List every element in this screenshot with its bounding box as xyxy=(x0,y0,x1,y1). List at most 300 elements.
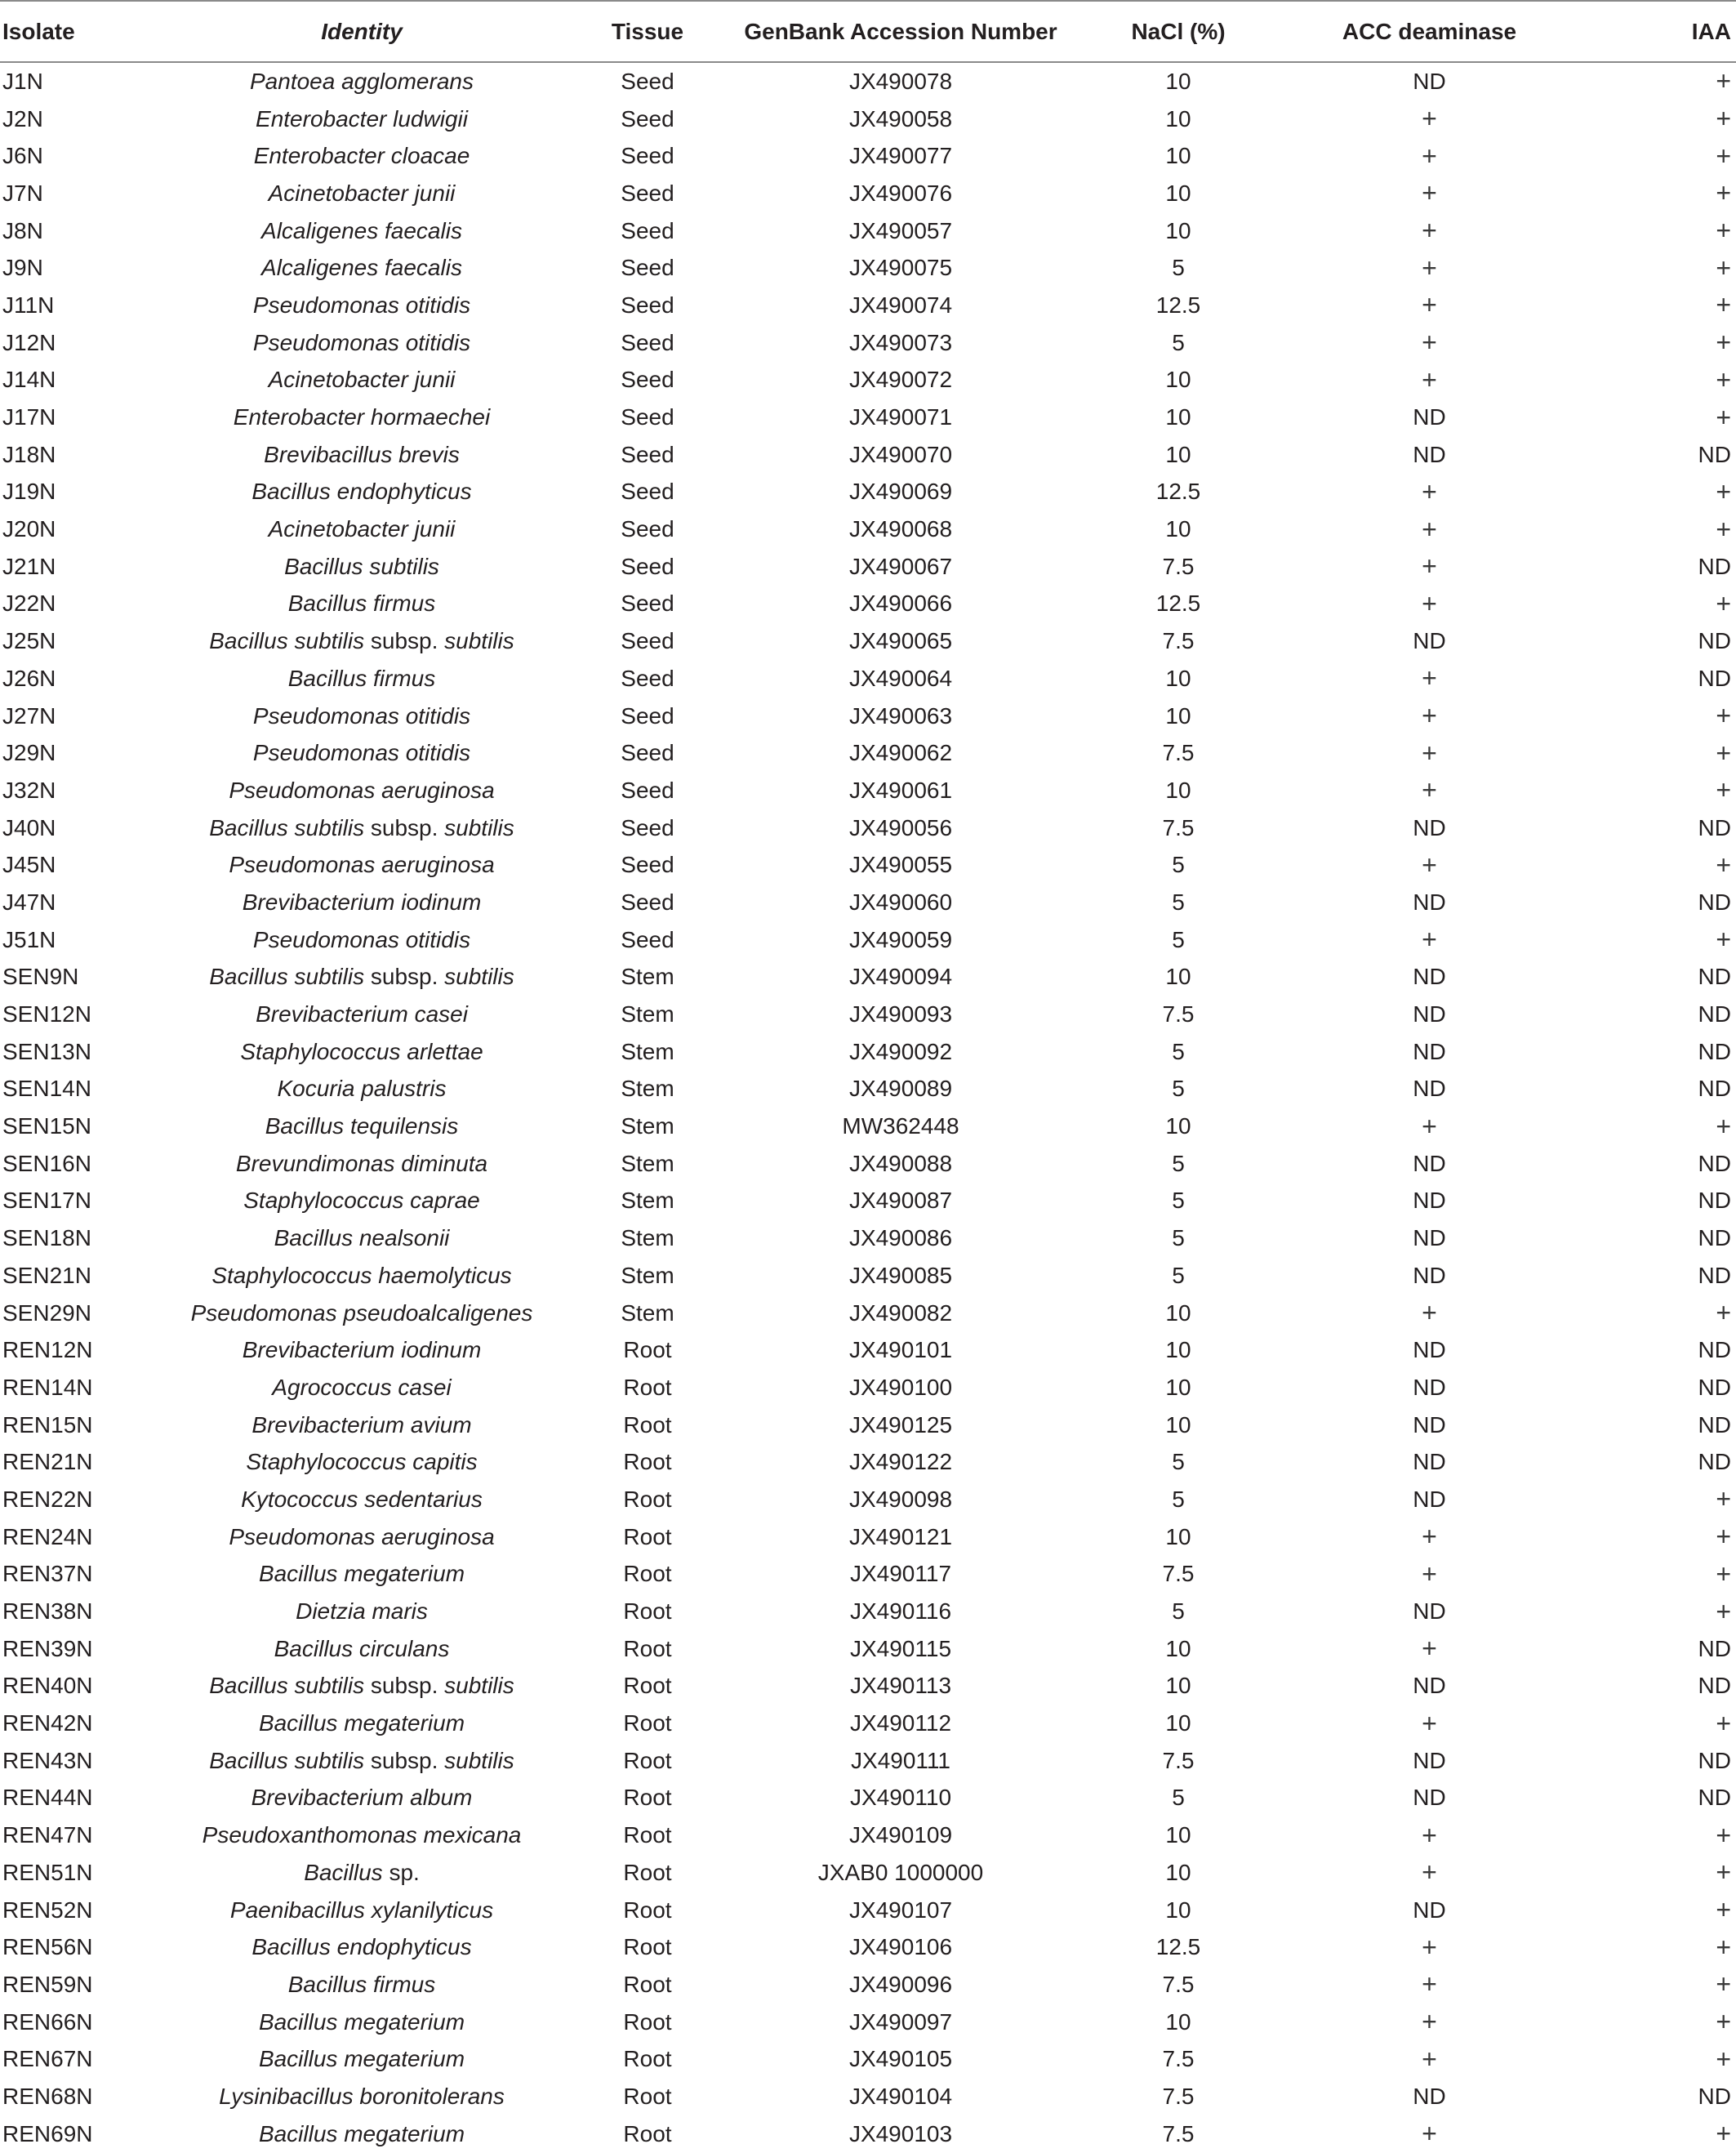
table-row xyxy=(0,175,1736,212)
header-row xyxy=(0,1,1736,62)
cell-tissue: Seed xyxy=(621,516,674,542)
cell-isolate: J9N xyxy=(2,255,43,281)
cell-genbank-accession: JX490092 xyxy=(848,1038,953,1064)
cell-genbank-accession: JX490073 xyxy=(848,329,953,355)
identity-species: Bacillus megaterium xyxy=(258,2120,465,2146)
cell-identity xyxy=(166,137,558,175)
cell-acc-deaminase: ND xyxy=(1413,1225,1446,1251)
cell-isolate: J12N xyxy=(2,329,56,355)
cell-tissue: Root xyxy=(623,1747,672,1773)
cell-nacl: 10 xyxy=(1165,404,1191,430)
cell-iaa: + xyxy=(1716,104,1731,134)
cell-nacl: 5 xyxy=(1172,1038,1185,1064)
cell-identity xyxy=(166,660,558,698)
cell-identity xyxy=(166,1071,558,1108)
cell-nacl: 5 xyxy=(1172,1225,1185,1251)
cell-isolate: SEN15N xyxy=(2,1113,91,1139)
cell-iaa: + xyxy=(1716,1932,1731,1962)
cell-iaa: + xyxy=(1716,1708,1731,1738)
cell-genbank-accession: JX490057 xyxy=(848,217,953,243)
cell-identity xyxy=(166,510,558,548)
cell-identity xyxy=(166,175,558,212)
identity-species: Brevibacterium iodinum xyxy=(242,1337,482,1363)
cell-tissue: Seed xyxy=(621,852,674,878)
cell-identity xyxy=(166,100,558,138)
cell-tissue: Seed xyxy=(621,329,674,355)
cell-isolate: REN51N xyxy=(2,1859,93,1885)
cell-nacl: 10 xyxy=(1165,2008,1191,2035)
cell-acc-deaminase: ND xyxy=(1413,1411,1446,1438)
cell-acc-deaminase: ND xyxy=(1413,1374,1446,1400)
cell-acc-deaminase: + xyxy=(1422,2044,1437,2074)
cell-acc-deaminase: + xyxy=(1422,1111,1437,1141)
cell-tissue: Seed xyxy=(621,665,674,691)
table-row xyxy=(0,1295,1736,1332)
cell-iaa: ND xyxy=(1698,964,1731,990)
cell-tissue: Root xyxy=(623,2083,672,2109)
cell-nacl: 10 xyxy=(1165,180,1191,206)
cell-nacl: 5 xyxy=(1172,255,1185,281)
table-row xyxy=(0,1854,1736,1892)
header-nacl: NaCl (%) xyxy=(1064,1,1293,62)
cell-tissue: Seed xyxy=(621,217,674,243)
cell-identity xyxy=(166,1331,558,1369)
cell-tissue: Stem xyxy=(621,1262,674,1288)
cell-tissue: Stem xyxy=(621,1113,674,1139)
cell-nacl: 5 xyxy=(1172,329,1185,355)
cell-nacl: 10 xyxy=(1165,702,1191,729)
cell-isolate: REN69N xyxy=(2,2120,93,2146)
cell-tissue: Root xyxy=(623,1971,672,1997)
identity-species: Pseudoxanthomonas mexicana xyxy=(202,1822,522,1848)
cell-iaa: + xyxy=(1716,402,1731,432)
identity-species: Alcaligenes faecalis xyxy=(261,217,462,243)
cell-identity xyxy=(166,1556,558,1594)
cell-acc-deaminase: ND xyxy=(1413,1076,1446,1102)
cell-isolate: J32N xyxy=(2,777,56,803)
cell-isolate: SEN14N xyxy=(2,1076,91,1102)
cell-genbank-accession: JX490077 xyxy=(848,143,953,169)
cell-isolate: REN37N xyxy=(2,1561,93,1587)
cell-genbank-accession: JX490074 xyxy=(848,292,953,318)
cell-identity xyxy=(166,2040,558,2078)
cell-nacl: 10 xyxy=(1165,1337,1191,1363)
cell-tissue: Stem xyxy=(621,964,674,990)
identity-subspecies: subtilis xyxy=(444,628,514,654)
table-row xyxy=(0,548,1736,586)
cell-acc-deaminase: + xyxy=(1422,588,1437,618)
identity-species: Pseudomonas aeruginosa xyxy=(229,1523,495,1549)
table-row xyxy=(0,1406,1736,1444)
cell-nacl: 7.5 xyxy=(1162,2083,1195,2109)
cell-identity xyxy=(166,62,558,100)
cell-identity xyxy=(166,809,558,847)
table-row xyxy=(0,324,1736,362)
table-row xyxy=(0,1481,1736,1518)
cell-isolate: REN47N xyxy=(2,1822,93,1848)
cell-tissue: Root xyxy=(623,1635,672,1661)
identity-species: Dietzia maris xyxy=(296,1598,428,1625)
cell-identity xyxy=(166,212,558,250)
cell-identity xyxy=(166,2078,558,2115)
cell-genbank-accession: JX490107 xyxy=(848,1897,953,1923)
cell-isolate: J7N xyxy=(2,180,43,206)
cell-genbank-accession: JX490112 xyxy=(849,1710,952,1736)
cell-isolate: REN42N xyxy=(2,1710,93,1736)
cell-nacl: 7.5 xyxy=(1162,1001,1195,1027)
cell-acc-deaminase: + xyxy=(1422,1634,1437,1664)
table-row xyxy=(0,510,1736,548)
identity-species: Bacillus megaterium xyxy=(258,1561,465,1587)
cell-identity xyxy=(166,249,558,287)
table-row xyxy=(0,846,1736,884)
cell-iaa: + xyxy=(1716,925,1731,955)
cell-identity xyxy=(166,1219,558,1257)
cell-isolate: SEN21N xyxy=(2,1262,91,1288)
cell-isolate: REN39N xyxy=(2,1635,93,1661)
cell-identity xyxy=(166,1295,558,1332)
cell-iaa: ND xyxy=(1698,1076,1731,1102)
table-header xyxy=(0,1,1736,62)
cell-nacl: 5 xyxy=(1172,1486,1185,1512)
cell-isolate: SEN9N xyxy=(2,964,79,990)
table-row xyxy=(0,698,1736,735)
cell-nacl: 12.5 xyxy=(1155,479,1201,505)
cell-genbank-accession: JX490111 xyxy=(851,1747,950,1773)
cell-identity xyxy=(166,698,558,735)
table-row xyxy=(0,287,1736,324)
table-row xyxy=(0,959,1736,996)
cell-iaa: + xyxy=(1716,775,1731,805)
cell-genbank-accession: JX490105 xyxy=(848,2046,953,2072)
cell-iaa: ND xyxy=(1698,1635,1731,1661)
cell-iaa: + xyxy=(1716,364,1731,394)
table-row xyxy=(0,734,1736,772)
cell-isolate: J11N xyxy=(2,292,55,318)
cell-identity xyxy=(166,996,558,1033)
cell-isolate: REN24N xyxy=(2,1523,93,1549)
cell-genbank-accession: JX490064 xyxy=(848,665,953,691)
cell-iaa: ND xyxy=(1698,1225,1731,1251)
cell-identity xyxy=(166,1742,558,1780)
cell-iaa: + xyxy=(1716,1596,1731,1626)
cell-acc-deaminase: + xyxy=(1422,2119,1437,2149)
identity-species: Bacillus circulans xyxy=(274,1635,450,1661)
cell-tissue: Stem xyxy=(621,1038,674,1064)
cell-tissue: Seed xyxy=(621,367,674,393)
identity-species: Bacillus subtilis xyxy=(209,1673,365,1699)
cell-genbank-accession: JX490072 xyxy=(848,367,953,393)
cell-genbank-accession: MW362448 xyxy=(842,1113,959,1139)
identity-species: Bacillus subtilis xyxy=(284,553,439,579)
cell-identity xyxy=(166,1630,558,1668)
identity-species: Pseudomonas pseudoalcaligenes xyxy=(190,1299,533,1326)
table-body xyxy=(0,62,1736,2153)
cell-identity xyxy=(166,622,558,660)
cell-isolate: J17N xyxy=(2,404,56,430)
cell-iaa: ND xyxy=(1698,1374,1731,1400)
identity-species: Staphylococcus haemolyticus xyxy=(211,1262,512,1288)
cell-identity xyxy=(166,1928,558,1966)
cell-iaa: ND xyxy=(1698,628,1731,654)
cell-acc-deaminase: + xyxy=(1422,328,1437,358)
cell-genbank-accession: JXAB0 1000000 xyxy=(817,1859,984,1885)
cell-acc-deaminase: ND xyxy=(1413,889,1446,915)
cell-isolate: REN44N xyxy=(2,1785,93,1811)
table-row xyxy=(0,921,1736,959)
cell-nacl: 5 xyxy=(1172,1598,1185,1625)
cell-acc-deaminase: + xyxy=(1422,216,1437,246)
identity-qualifier: subsp. xyxy=(364,964,445,990)
cell-identity xyxy=(166,1406,558,1444)
cell-isolate: REN43N xyxy=(2,1747,93,1773)
identity-species: Bacillus firmus xyxy=(287,665,436,691)
cell-isolate: REN12N xyxy=(2,1337,93,1363)
cell-acc-deaminase: + xyxy=(1422,1558,1437,1589)
identity-species: Enterobacter cloacae xyxy=(253,143,470,169)
cell-genbank-accession: JX490062 xyxy=(848,740,953,766)
cell-isolate: REN56N xyxy=(2,1934,93,1960)
cell-iaa: ND xyxy=(1698,441,1731,467)
cell-isolate: J45N xyxy=(2,852,56,878)
cell-isolate: SEN13N xyxy=(2,1038,91,1064)
cell-acc-deaminase: + xyxy=(1422,252,1437,283)
table-row xyxy=(0,1443,1736,1481)
cell-genbank-accession: JX490085 xyxy=(848,1262,953,1288)
cell-isolate: J20N xyxy=(2,516,56,542)
cell-isolate: J26N xyxy=(2,665,56,691)
cell-iaa: + xyxy=(1716,1820,1731,1850)
cell-identity xyxy=(166,1481,558,1518)
cell-identity xyxy=(166,474,558,511)
cell-identity xyxy=(166,399,558,436)
cell-acc-deaminase: ND xyxy=(1413,1337,1446,1363)
cell-iaa: + xyxy=(1716,1969,1731,1999)
identity-species: Bacillus megaterium xyxy=(258,1710,465,1736)
cell-nacl: 7.5 xyxy=(1162,2046,1195,2072)
identity-species: Brevibacterium casei xyxy=(256,1001,468,1027)
cell-identity xyxy=(166,324,558,362)
identity-species: Lysinibacillus boronitolerans xyxy=(219,2083,505,2109)
identity-qualifier: subsp. xyxy=(364,1747,445,1773)
cell-iaa: ND xyxy=(1698,1747,1731,1773)
cell-acc-deaminase: ND xyxy=(1413,1188,1446,1214)
cell-nacl: 5 xyxy=(1172,926,1185,952)
cell-acc-deaminase: + xyxy=(1422,663,1437,693)
cell-iaa: + xyxy=(1716,328,1731,358)
cell-identity xyxy=(166,734,558,772)
cell-identity xyxy=(166,1668,558,1705)
identity-species: Bacillus tequilensis xyxy=(265,1113,459,1139)
cell-identity xyxy=(166,772,558,809)
cell-genbank-accession: JX490061 xyxy=(848,777,953,803)
cell-tissue: Root xyxy=(623,1337,672,1363)
identity-qualifier: sp. xyxy=(382,1859,420,1885)
cell-iaa: ND xyxy=(1698,1262,1731,1288)
cell-genbank-accession: JX490078 xyxy=(848,68,953,94)
cell-nacl: 10 xyxy=(1165,1523,1191,1549)
identity-species: Bacillus endophyticus xyxy=(251,479,472,505)
cell-acc-deaminase: + xyxy=(1422,178,1437,208)
cell-genbank-accession: JX490075 xyxy=(848,255,953,281)
cell-isolate: J40N xyxy=(2,814,56,840)
cell-genbank-accession: JX490094 xyxy=(848,964,953,990)
table-row xyxy=(0,772,1736,809)
cell-acc-deaminase: + xyxy=(1422,701,1437,731)
cell-isolate: REN38N xyxy=(2,1598,93,1625)
cell-isolate: SEN12N xyxy=(2,1001,91,1027)
cell-tissue: Root xyxy=(623,1374,672,1400)
cell-identity xyxy=(166,586,558,623)
table-row xyxy=(0,1331,1736,1369)
cell-acc-deaminase: + xyxy=(1422,551,1437,582)
cell-acc-deaminase: ND xyxy=(1413,441,1446,467)
cell-identity xyxy=(166,1108,558,1145)
cell-acc-deaminase: ND xyxy=(1413,1262,1446,1288)
cell-identity xyxy=(166,1183,558,1220)
cell-iaa: + xyxy=(1716,1298,1731,1328)
table-row xyxy=(0,884,1736,921)
table-row xyxy=(0,1780,1736,1817)
table-row xyxy=(0,362,1736,399)
identity-species: Bacillus subtilis xyxy=(209,964,365,990)
cell-iaa: ND xyxy=(1698,1411,1731,1438)
cell-nacl: 7.5 xyxy=(1162,740,1195,766)
identity-qualifier: subsp. xyxy=(364,628,445,654)
cell-iaa: + xyxy=(1716,1111,1731,1141)
cell-nacl: 7.5 xyxy=(1162,553,1195,579)
cell-iaa: + xyxy=(1716,178,1731,208)
table-row xyxy=(0,586,1736,623)
table-row xyxy=(0,1892,1736,1929)
cell-isolate: REN68N xyxy=(2,2083,93,2109)
cell-iaa: + xyxy=(1716,216,1731,246)
cell-nacl: 10 xyxy=(1165,1411,1191,1438)
cell-identity xyxy=(166,921,558,959)
identity-species: Staphylococcus caprae xyxy=(243,1188,480,1214)
cell-iaa: + xyxy=(1716,1558,1731,1589)
identity-species: Brevibacterium album xyxy=(251,1785,473,1811)
table-row xyxy=(0,1556,1736,1594)
identity-subspecies: subtilis xyxy=(444,1747,514,1773)
cell-iaa: + xyxy=(1716,588,1731,618)
header-acc-deaminase: ACC deaminase xyxy=(1293,1,1566,62)
cell-tissue: Root xyxy=(623,1486,672,1512)
cell-isolate: REN52N xyxy=(2,1897,93,1923)
cell-acc-deaminase: ND xyxy=(1413,1449,1446,1475)
cell-acc-deaminase: ND xyxy=(1413,628,1446,654)
identity-species: Enterobacter hormaechei xyxy=(233,404,491,430)
cell-nacl: 5 xyxy=(1172,889,1185,915)
table-row xyxy=(0,1257,1736,1295)
cell-acc-deaminase: ND xyxy=(1413,1673,1446,1699)
cell-acc-deaminase: + xyxy=(1422,1298,1437,1328)
identity-species: Kocuria palustris xyxy=(277,1076,447,1102)
cell-iaa: ND xyxy=(1698,553,1731,579)
table-row xyxy=(0,62,1736,100)
cell-acc-deaminase: ND xyxy=(1413,1486,1446,1512)
cell-genbank-accession: JX490069 xyxy=(848,479,953,505)
cell-nacl: 5 xyxy=(1172,1449,1185,1475)
identity-qualifier: subsp. xyxy=(364,1673,445,1699)
identity-species: Agrococcus casei xyxy=(272,1374,452,1400)
cell-isolate: J19N xyxy=(2,479,56,505)
cell-nacl: 10 xyxy=(1165,1710,1191,1736)
identity-species: Bacillus firmus xyxy=(287,591,436,617)
table-row xyxy=(0,1816,1736,1854)
cell-tissue: Stem xyxy=(621,1225,674,1251)
cell-acc-deaminase: ND xyxy=(1413,68,1446,94)
cell-acc-deaminase: + xyxy=(1422,849,1437,880)
cell-tissue: Seed xyxy=(621,814,674,840)
identity-species: Bacillus firmus xyxy=(287,1971,436,1997)
cell-acc-deaminase: + xyxy=(1422,775,1437,805)
cell-acc-deaminase: + xyxy=(1422,925,1437,955)
cell-acc-deaminase: ND xyxy=(1413,964,1446,990)
identity-species: Brevibacterium avium xyxy=(251,1411,472,1438)
cell-tissue: Root xyxy=(623,2120,672,2146)
cell-acc-deaminase: + xyxy=(1422,1932,1437,1962)
cell-acc-deaminase: + xyxy=(1422,1522,1437,1552)
cell-acc-deaminase: + xyxy=(1422,1969,1437,1999)
cell-iaa: + xyxy=(1716,2044,1731,2074)
cell-iaa: + xyxy=(1716,701,1731,731)
cell-iaa: ND xyxy=(1698,1001,1731,1027)
cell-identity xyxy=(166,1892,558,1929)
cell-isolate: REN67N xyxy=(2,2046,93,2072)
cell-genbank-accession: JX490058 xyxy=(848,105,953,131)
cell-iaa: + xyxy=(1716,514,1731,544)
cell-genbank-accession: JX490071 xyxy=(848,404,953,430)
cell-genbank-accession: JX490065 xyxy=(848,628,953,654)
cell-isolate: J27N xyxy=(2,702,56,729)
header-iaa: IAA xyxy=(1566,1,1736,62)
table-row xyxy=(0,474,1736,511)
cell-genbank-accession: JX490110 xyxy=(849,1785,952,1811)
cell-identity xyxy=(166,1705,558,1742)
cell-isolate: J51N xyxy=(2,926,56,952)
cell-tissue: Seed xyxy=(621,68,674,94)
cell-nacl: 10 xyxy=(1165,1859,1191,1885)
cell-iaa: + xyxy=(1716,1857,1731,1888)
cell-genbank-accession: JX490096 xyxy=(848,1971,953,1997)
cell-tissue: Root xyxy=(623,1523,672,1549)
cell-iaa: ND xyxy=(1698,814,1731,840)
cell-genbank-accession: JX490106 xyxy=(848,1934,953,1960)
identity-species: Pseudomonas otitidis xyxy=(252,740,471,766)
cell-acc-deaminase: ND xyxy=(1413,1785,1446,1811)
cell-tissue: Seed xyxy=(621,591,674,617)
cell-tissue: Stem xyxy=(621,1150,674,1176)
cell-tissue: Seed xyxy=(621,143,674,169)
cell-acc-deaminase: ND xyxy=(1413,1598,1446,1625)
cell-genbank-accession: JX490098 xyxy=(848,1486,953,1512)
cell-genbank-accession: JX490093 xyxy=(848,1001,953,1027)
cell-acc-deaminase: + xyxy=(1422,364,1437,394)
cell-iaa: ND xyxy=(1698,1449,1731,1475)
cell-genbank-accession: JX490068 xyxy=(848,516,953,542)
cell-identity xyxy=(166,1033,558,1071)
cell-identity xyxy=(166,1780,558,1817)
identity-species: Brevibacterium iodinum xyxy=(242,889,482,915)
cell-identity xyxy=(166,2004,558,2041)
cell-nacl: 10 xyxy=(1165,367,1191,393)
table-row xyxy=(0,1705,1736,1742)
cell-genbank-accession: JX490113 xyxy=(849,1673,952,1699)
cell-genbank-accession: JX490103 xyxy=(848,2120,953,2146)
cell-nacl: 5 xyxy=(1172,1188,1185,1214)
cell-genbank-accession: JX490066 xyxy=(848,591,953,617)
